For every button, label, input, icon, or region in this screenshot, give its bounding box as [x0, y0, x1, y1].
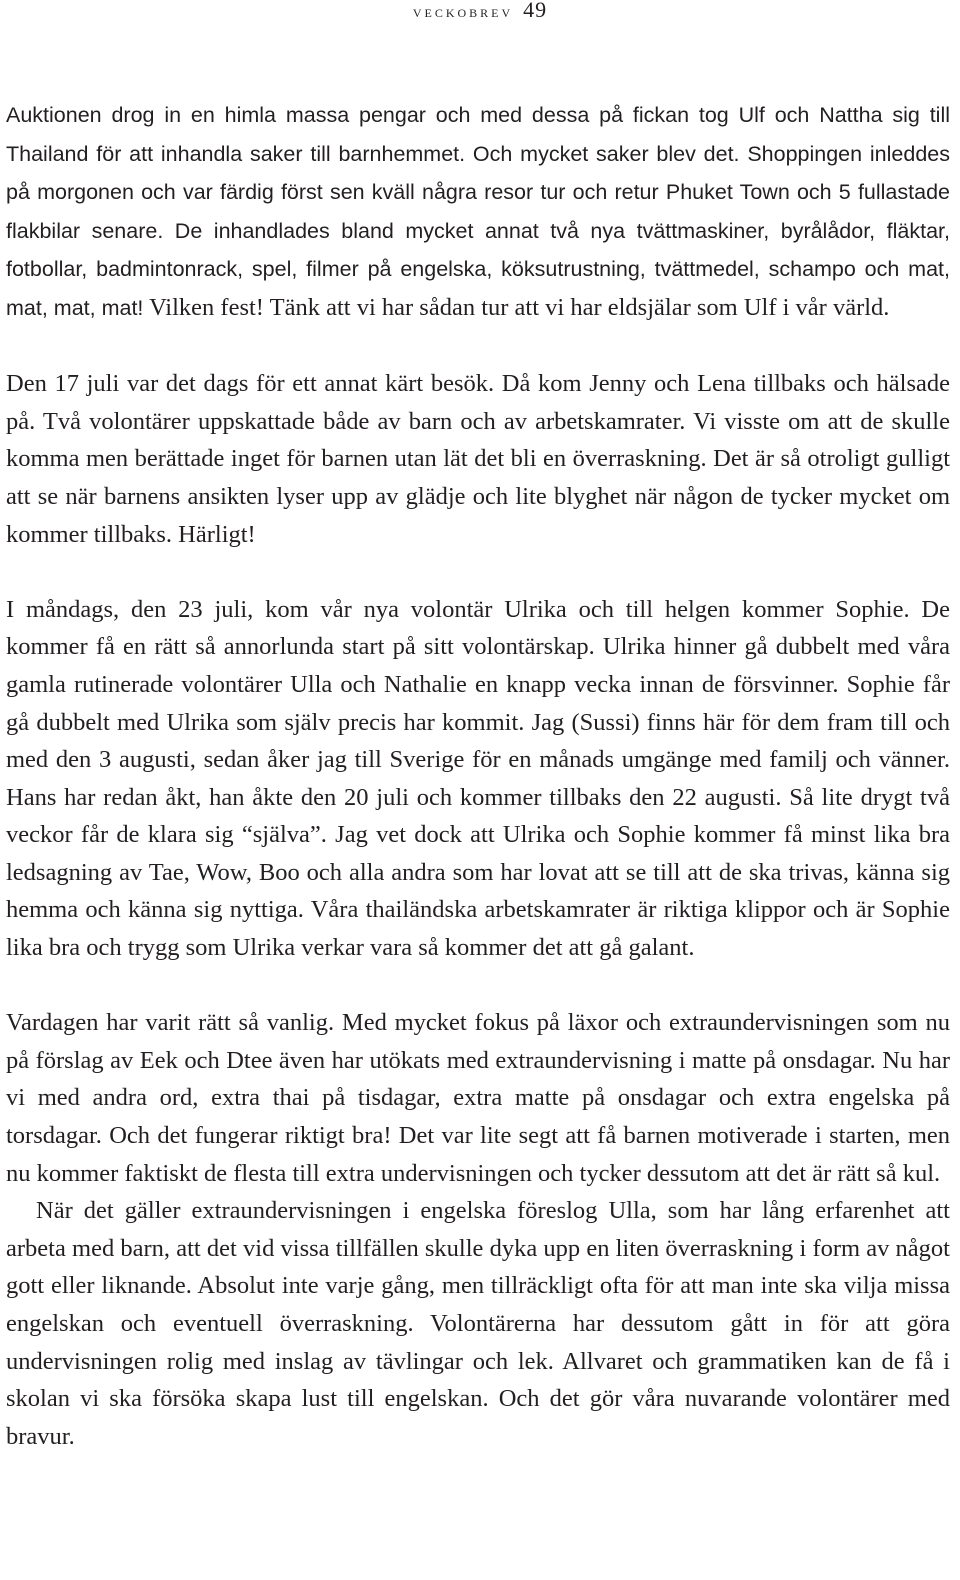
paragraph-auction-tail: Vilken fest! Tänk att vi har sådan tur att vi har eldsjälar som Ulf i vår värld.	[143, 293, 890, 321]
paragraph-everyday: Vardagen har varit rätt så vanlig. Med mycket fokus på läxor och extraundervisningen som nu på förslag av Eek och Dtee även har utökats med extraundervisning i matte på onsdagar. Nu har vi med andra ord, extra thai på tisdagar, extra matte på onsdagar och extra engelska på torsdagar. Och det fungerar riktigt bra! Det var lite segt att få barnen motiverade i starten, men nu kommer faktiskt de flesta till extra undervisningen och tycker dessutom att det är rätt så kul.	[6, 1009, 950, 1187]
paragraph-visit: Den 17 juli var det dags för ett annat kärt besök. Då kom Jenny och Lena tillbaks och hälsade på. Två volontärer uppskattade både av barn och av arbetskamrater. Vi visste om att de skulle komma men berättade inget för barnen utan lät det bli en överraskning. Det är så otroligt gulligt att se när barnens ansikten lyser upp av glädje och lite blyghet när någon de tycker mycket om kommer tillbaks. Härligt!	[6, 370, 950, 548]
running-head	[0, 0, 960, 22]
running-head-title: veckobrev	[412, 2, 514, 21]
body-text	[6, 96, 950, 1455]
paragraph-volunteers: I måndags, den 23 juli, kom vår nya volontär Ulrika och till helgen kommer Sophie. De kommer få en rätt så annorlunda start på sitt volontärskap. Ulrika hinner gå dubbelt med våra gamla rutinerade volontärer Ulla och Nathalie en knapp vecka innan de försvinner. Sophie får gå dubbelt med Ulrika som själv precis har kommit. Jag (Sussi) finns här för dem fram till och med den 3 augusti, sedan åker jag till Sverige för en månads umgänge med familj och vänner. Hans har redan åkt, han åkte den 20 juli och kommer tillbaks den 22 augusti. Så lite drygt två veckor får de klara sig “själva”. Jag vet dock att Ulrika och Sophie kommer få minst lika bra ledsagning av Tae, Wow, Boo och alla andra som har lovat att se till att de ska trivas, känna sig hemma och känna sig nyttiga. Våra thailändska arbetskamrater är riktiga klippor och är Sophie lika bra och trygg som Ulrika verkar vara så kommer det att gå galant.	[6, 595, 950, 962]
page-number: 49	[523, 0, 548, 22]
paragraph-english-lessons: När det gäller extraundervisningen i engelska föreslog Ulla, som har lång erfarenhet att arbeta med barn, att det vid vissa tillfällen skulle dyka upp en liten överraskning i form av något gott eller liknande. Absolut inte varje gång, men tillräckligt ofta för att man inte ska vilja missa engelskan och eventuell överraskning. Volontärerna har dessutom gått in för att göra undervisningen rolig med inslag av tävlingar och lek. Allvaret och grammatiken kan de få i skolan vi ska försöka skapa lust till engelskan. Och det gör våra nuvarande volontärer med bravur.	[6, 1197, 950, 1450]
paragraph-auction	[6, 96, 950, 328]
paragraph-auction-lead: Auktionen drog in en himla massa pengar och med dessa på fickan tog Ulf och Nattha sig till Thailand för att inhandla saker till barnhemmet. Och mycket saker blev det. Shoppingen inleddes på morgonen och var färdig först sen kväll några resor tur och retur Phuket Town och 5 fullastade flakbilar senare. De inhandlades bland mycket annat två nya tvättmaskiner, byrålådor, fläktar, fotbollar, badmintonrack, spel, filmer på engelska, köksutrustning, tvättmedel, schampo och mat, mat, mat, mat!	[6, 103, 950, 320]
